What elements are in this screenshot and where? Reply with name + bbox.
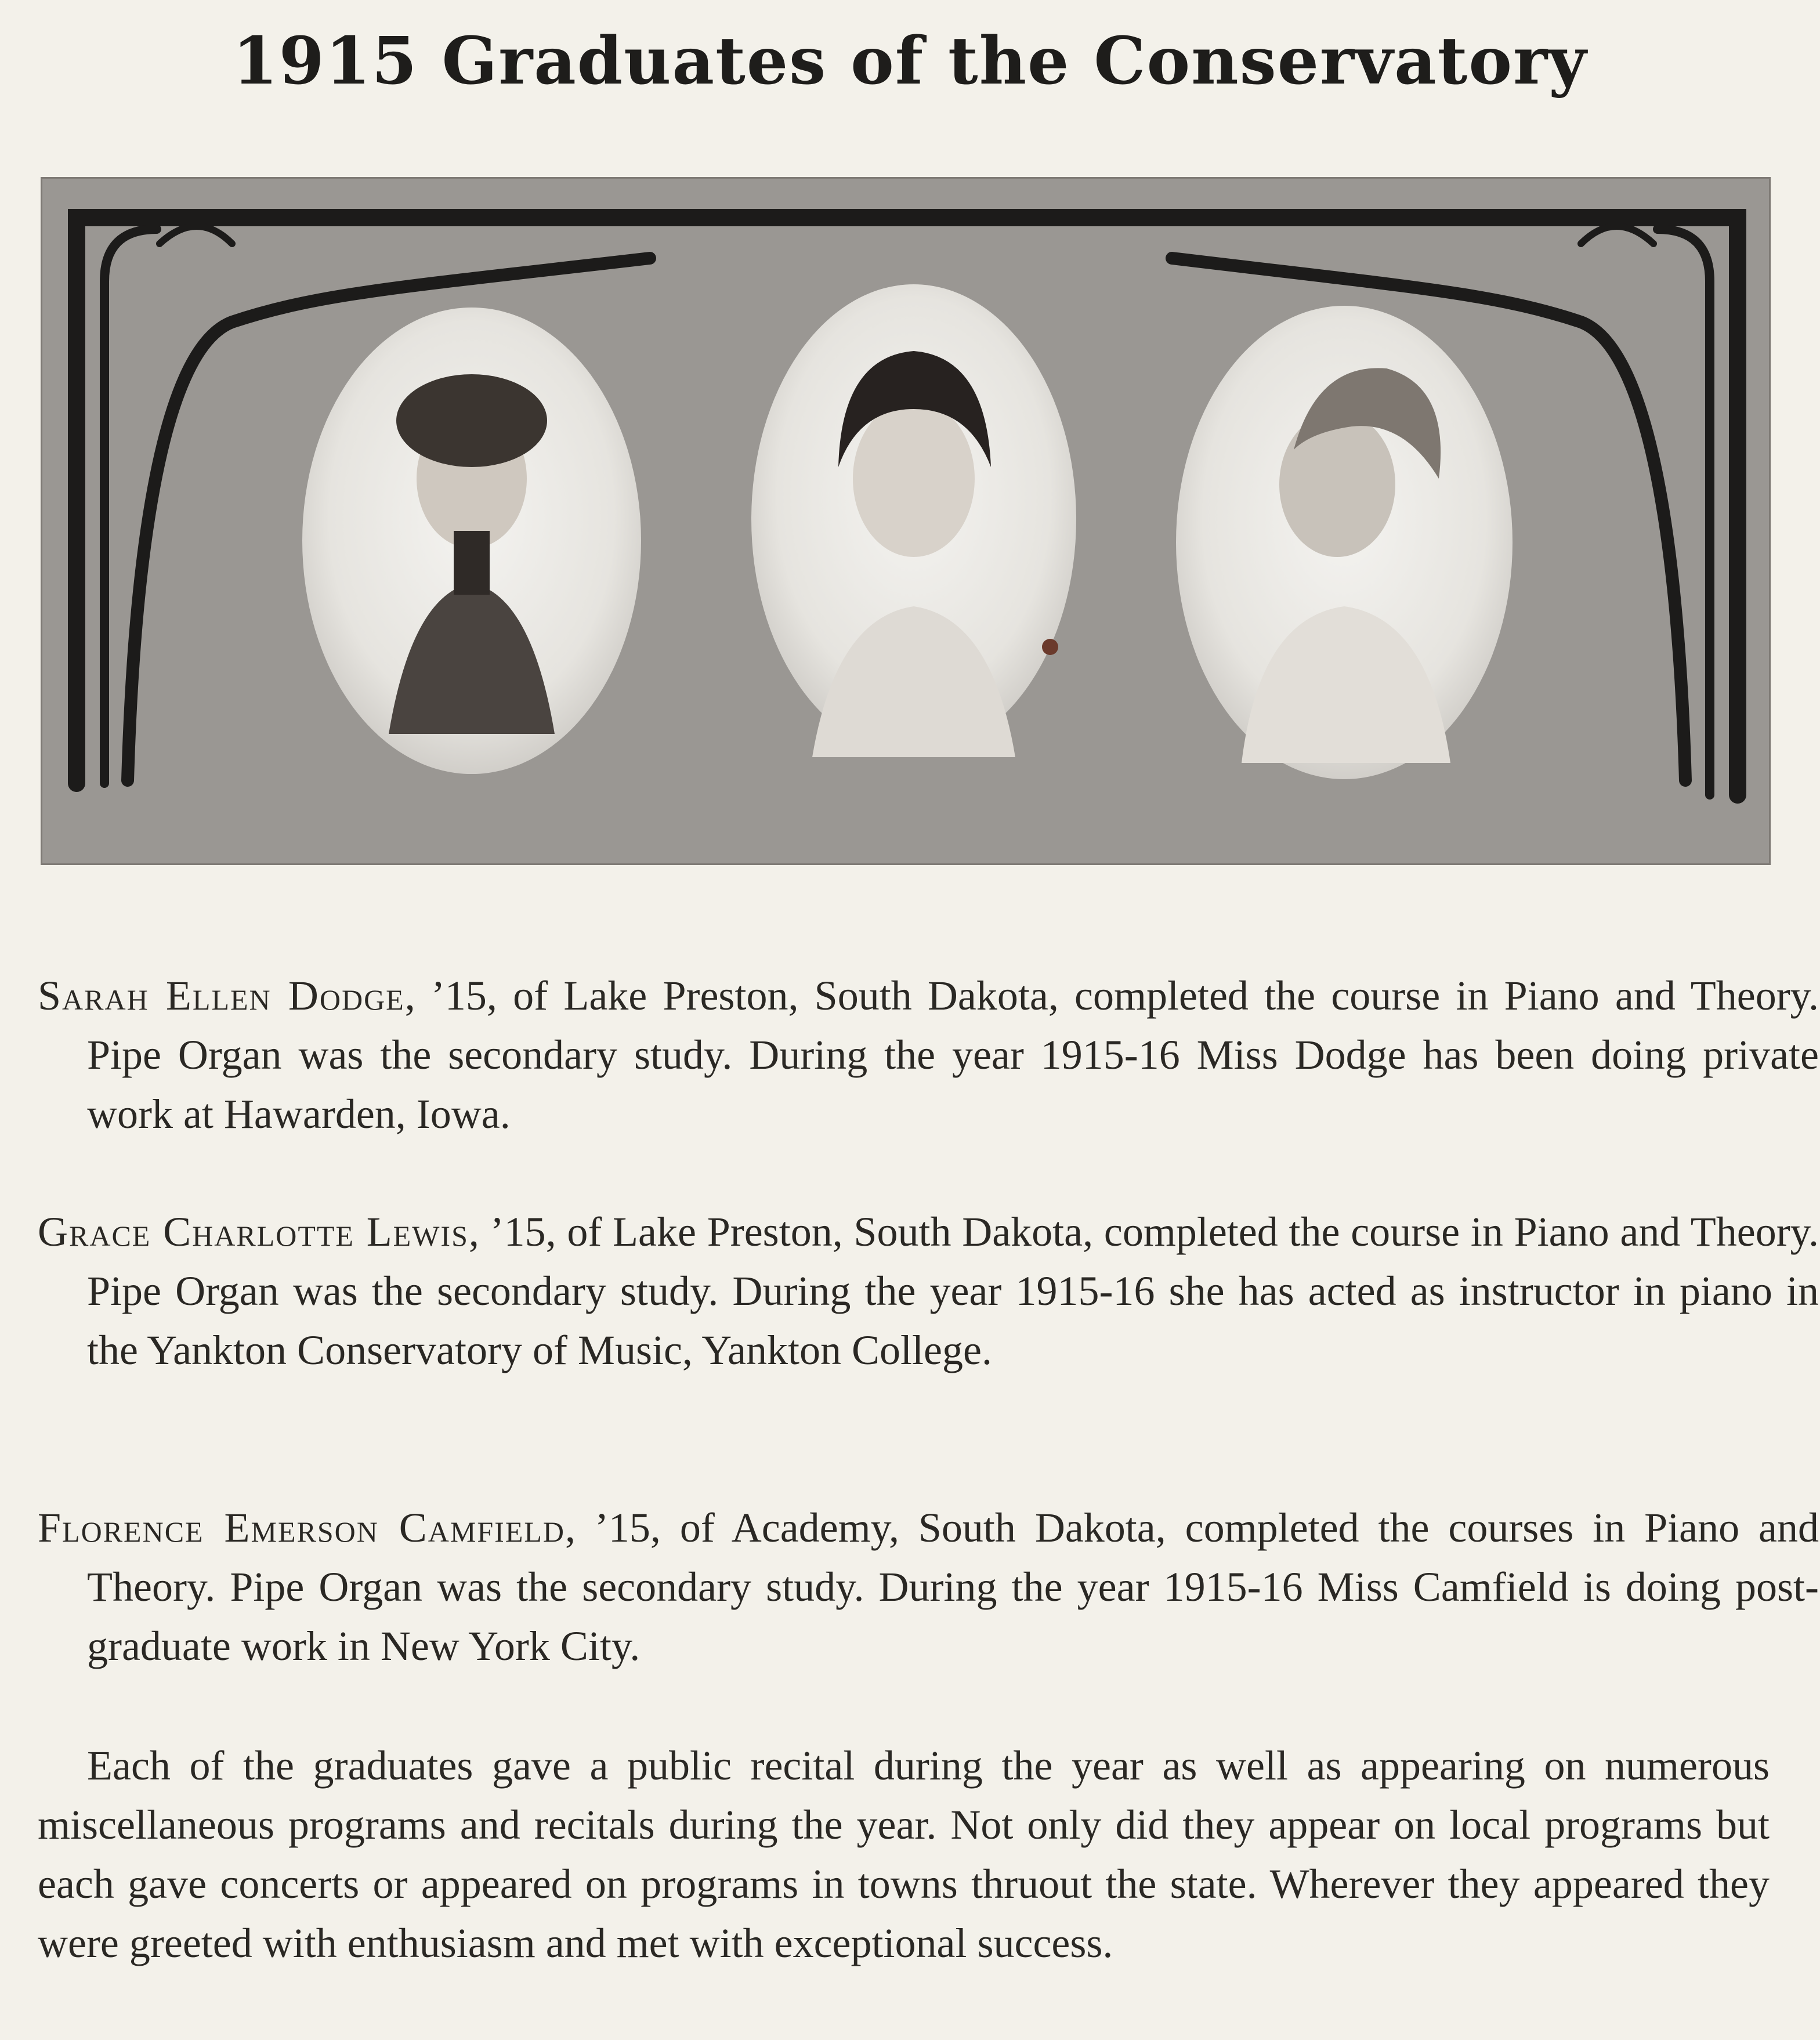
graduate-name: Florence Emerson Camfield [38,1504,566,1551]
portrait-florence-emerson-camfield [1176,306,1513,779]
graduate-entry [38,1202,1819,1380]
portrait-grace-charlotte-lewis [751,284,1076,757]
graduate-name: Grace Charlotte Lewis [38,1209,469,1255]
portrait-plate-artwork [41,177,1771,865]
portrait-sarah-ellen-dodge [302,308,641,774]
graduate-entry [38,1498,1819,1676]
closing-paragraph: Each of the graduates gave a public recital during the year as well as appearing on numerous miscellaneous programs and recitals during the year. Not only did they appear on local programs but each gave concerts or appeared on programs in towns thruout the state. Wherever they appeared they were greeted with enthusiasm and met with exceptional success. [38,1742,1770,1966]
graduate-description: , ’15, of Lake Preston, South Dakota, completed the course in Piano and Theory. Pipe Organ was the secondary study. During the year 1915-16 Miss Dodge has been doing private work at Hawarden, Iowa. [87,972,1819,1137]
portrait-plate [41,177,1771,865]
graduate-entry [38,966,1819,1144]
page-title: 1915 Graduates of the Conservatory [232,23,1588,99]
graduate-name: Sarah Ellen Dodge [38,972,405,1019]
graduate-description: , ’15, of Academy, South Dakota, completed the courses in Piano and Theory. Pipe Organ was the secondary study. During the year 1915-16 Miss Camfield is doing post-graduate work in New York City. [87,1504,1819,1669]
graduate-description: , ’15, of Lake Preston, South Dakota, completed the course in Piano and Theory. Pipe Organ was the secondary study. During the year 1915-16 she has acted as instructor in piano in the Yankton Conservatory of Music, Yankton College. [87,1209,1819,1373]
